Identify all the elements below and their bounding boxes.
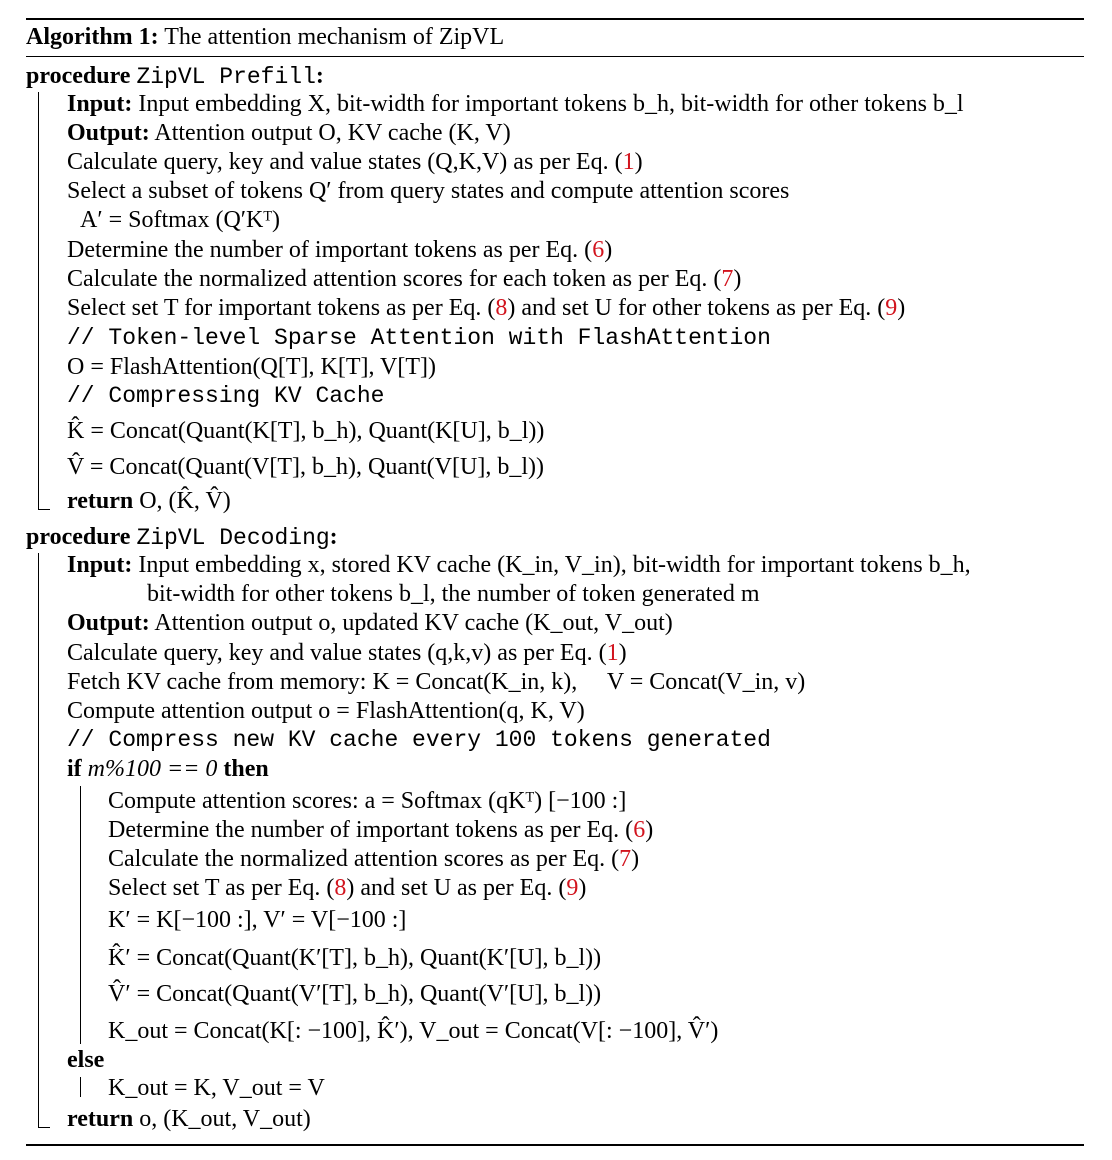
output-text: Attention output o, updated KV cache (K_out, V_out) bbox=[154, 610, 673, 636]
prefill-block-end bbox=[38, 509, 50, 510]
eq-ref-link[interactable]: 9 bbox=[566, 875, 579, 901]
input-label: Input: bbox=[67, 91, 133, 117]
if-condition: m%100 == 0 bbox=[87, 756, 218, 782]
prefill-eq-flash: O = FlashAttention(Q[T], K[T], V[T]) bbox=[67, 354, 437, 380]
procedure-name: ZipVL Prefill bbox=[136, 64, 316, 90]
prefill-comment-compress: // Compressing KV Cache bbox=[67, 383, 385, 409]
else-block-bar bbox=[80, 1077, 81, 1097]
prefill-procedure-header bbox=[26, 61, 324, 92]
inner-eq-vhat: V̂′ = Concat(Quant(V′[T], b_h), Quant(V′[U], b_l)) bbox=[108, 981, 602, 1007]
eq-ref-link[interactable]: 9 bbox=[885, 295, 898, 321]
decoding-block-bar bbox=[38, 553, 39, 1128]
else-keyword: else bbox=[67, 1047, 105, 1073]
prefill-input bbox=[67, 89, 964, 119]
else-eq: K_out = K, V_out = V bbox=[108, 1075, 325, 1101]
step-text: Select set T as per Eq. ( bbox=[108, 875, 335, 901]
procedure-colon: : bbox=[329, 524, 338, 550]
algorithm-header bbox=[26, 22, 504, 52]
step-text: Calculate query, key and value states (q,k,v) as per Eq. ( bbox=[67, 640, 607, 666]
prefill-block-bar bbox=[38, 92, 39, 510]
step-text: Calculate the normalized attention scores as per Eq. ( bbox=[108, 846, 620, 872]
algorithm-title: The attention mechanism of ZipVL bbox=[164, 24, 505, 50]
decoding-block-end bbox=[38, 1127, 50, 1128]
paren-close: ) bbox=[645, 817, 654, 843]
eq-ref-link[interactable]: 1 bbox=[622, 149, 635, 175]
prefill-eq-vhat: V̂ = Concat(Quant(V[T], b_h), Quant(V[U], b_l)) bbox=[67, 454, 544, 480]
inner-step-scores: Compute attention scores: a = Softmax (qKᵀ) [−100 :] bbox=[108, 788, 627, 814]
inner-step-num-important bbox=[108, 815, 653, 845]
eq-ref-link[interactable]: 8 bbox=[334, 875, 347, 901]
algorithm-label: Algorithm 1: bbox=[26, 24, 159, 50]
step-text: Calculate query, key and value states (Q,K,V) as per Eq. ( bbox=[67, 149, 623, 175]
header-rule bbox=[26, 56, 1084, 57]
paren-close: ) bbox=[733, 266, 742, 292]
step-text: Select set T for important tokens as per Eq. ( bbox=[67, 295, 496, 321]
return-keyword: return bbox=[67, 1106, 134, 1132]
eq-ref-link[interactable]: 7 bbox=[619, 846, 632, 872]
prefill-return bbox=[67, 486, 231, 516]
output-text: Attention output O, KV cache (K, V) bbox=[154, 120, 511, 146]
decoding-return bbox=[67, 1104, 311, 1134]
decoding-comment-compress: // Compress new KV cache every 100 tokens generated bbox=[67, 727, 771, 753]
procedure-colon: : bbox=[315, 63, 324, 89]
formula-text: A′ = Softmax (Q′Kᵀ) bbox=[80, 207, 281, 233]
input-text: Input embedding x, stored KV cache (K_in, V_in), bit-width for important tokens b_h, bbox=[138, 552, 971, 578]
input-label: Input: bbox=[67, 552, 133, 578]
paren-close: ) bbox=[631, 846, 640, 872]
inner-step-select-sets bbox=[108, 873, 586, 903]
step-text: Calculate the normalized attention scores for each token as per Eq. ( bbox=[67, 266, 722, 292]
decoding-input-cont: bit-width for other tokens b_l, the number of token generated m bbox=[147, 581, 760, 607]
eq-ref-link[interactable]: 6 bbox=[633, 817, 646, 843]
return-text: o, (K_out, V_out) bbox=[139, 1106, 311, 1132]
step-text: Determine the number of important tokens as per Eq. ( bbox=[67, 237, 593, 263]
paren-close: ) bbox=[897, 295, 906, 321]
paren-close: ) bbox=[634, 149, 643, 175]
then-keyword: then bbox=[223, 756, 269, 782]
inner-eq-slice: K′ = K[−100 :], V′ = V[−100 :] bbox=[108, 907, 407, 933]
decoding-if bbox=[67, 754, 269, 784]
prefill-comment-sparse: // Token-level Sparse Attention with FlashAttention bbox=[67, 325, 771, 351]
eq-ref-link[interactable]: 1 bbox=[606, 640, 619, 666]
prefill-step-select-sets bbox=[67, 293, 905, 323]
step-text: Select a subset of tokens Q′ from query states and compute attention scores bbox=[67, 178, 790, 204]
prefill-step-qkv bbox=[67, 147, 643, 177]
bottom-rule bbox=[26, 1144, 1084, 1146]
step-text: ) and set U for other tokens as per Eq. ( bbox=[507, 295, 886, 321]
prefill-output bbox=[67, 118, 511, 148]
prefill-formula-softmax bbox=[80, 205, 280, 235]
input-text: Input embedding X, bit-width for important tokens b_h, bit-width for other tokens b_l bbox=[138, 91, 964, 117]
decoding-step-fetch: Fetch KV cache from memory: K = Concat(K_in, k), V = Concat(V_in, v) bbox=[67, 669, 806, 695]
prefill-eq-khat: K̂ = Concat(Quant(K[T], b_h), Quant(K[U], b_l)) bbox=[67, 418, 545, 444]
output-label: Output: bbox=[67, 120, 150, 146]
paren-close: ) bbox=[604, 237, 613, 263]
decoding-input bbox=[67, 550, 971, 580]
procedure-keyword: procedure bbox=[26, 524, 131, 550]
eq-ref-link[interactable]: 7 bbox=[721, 266, 734, 292]
step-text: Determine the number of important tokens as per Eq. ( bbox=[108, 817, 634, 843]
if-keyword: if bbox=[67, 756, 82, 782]
decoding-procedure-header bbox=[26, 522, 338, 553]
return-text: O, (K̂, V̂) bbox=[139, 488, 231, 514]
step-text: ) and set U as per Eq. ( bbox=[346, 875, 567, 901]
paren-close: ) bbox=[578, 875, 587, 901]
return-keyword: return bbox=[67, 488, 134, 514]
procedure-name: ZipVL Decoding bbox=[136, 525, 330, 551]
top-rule bbox=[26, 18, 1084, 20]
decoding-step-qkv bbox=[67, 638, 627, 668]
prefill-step-normalized bbox=[67, 264, 741, 294]
eq-ref-link[interactable]: 6 bbox=[592, 237, 605, 263]
inner-eq-out: K_out = Concat(K[: −100], K̂′), V_out = Concat(V[: −100], V̂′) bbox=[108, 1018, 719, 1044]
output-label: Output: bbox=[67, 610, 150, 636]
eq-ref-link[interactable]: 8 bbox=[495, 295, 508, 321]
decoding-output bbox=[67, 608, 673, 638]
inner-step-normalized bbox=[108, 844, 639, 874]
prefill-step-num-important bbox=[67, 235, 612, 265]
paren-close: ) bbox=[618, 640, 627, 666]
decoding-step-attention: Compute attention output o = FlashAttention(q, K, V) bbox=[67, 698, 585, 724]
inner-eq-khat: K̂′ = Concat(Quant(K′[T], b_h), Quant(K′[U], b_l)) bbox=[108, 945, 602, 971]
prefill-step-select-subset bbox=[67, 176, 789, 206]
procedure-keyword: procedure bbox=[26, 63, 131, 89]
if-block-bar bbox=[80, 786, 81, 1044]
